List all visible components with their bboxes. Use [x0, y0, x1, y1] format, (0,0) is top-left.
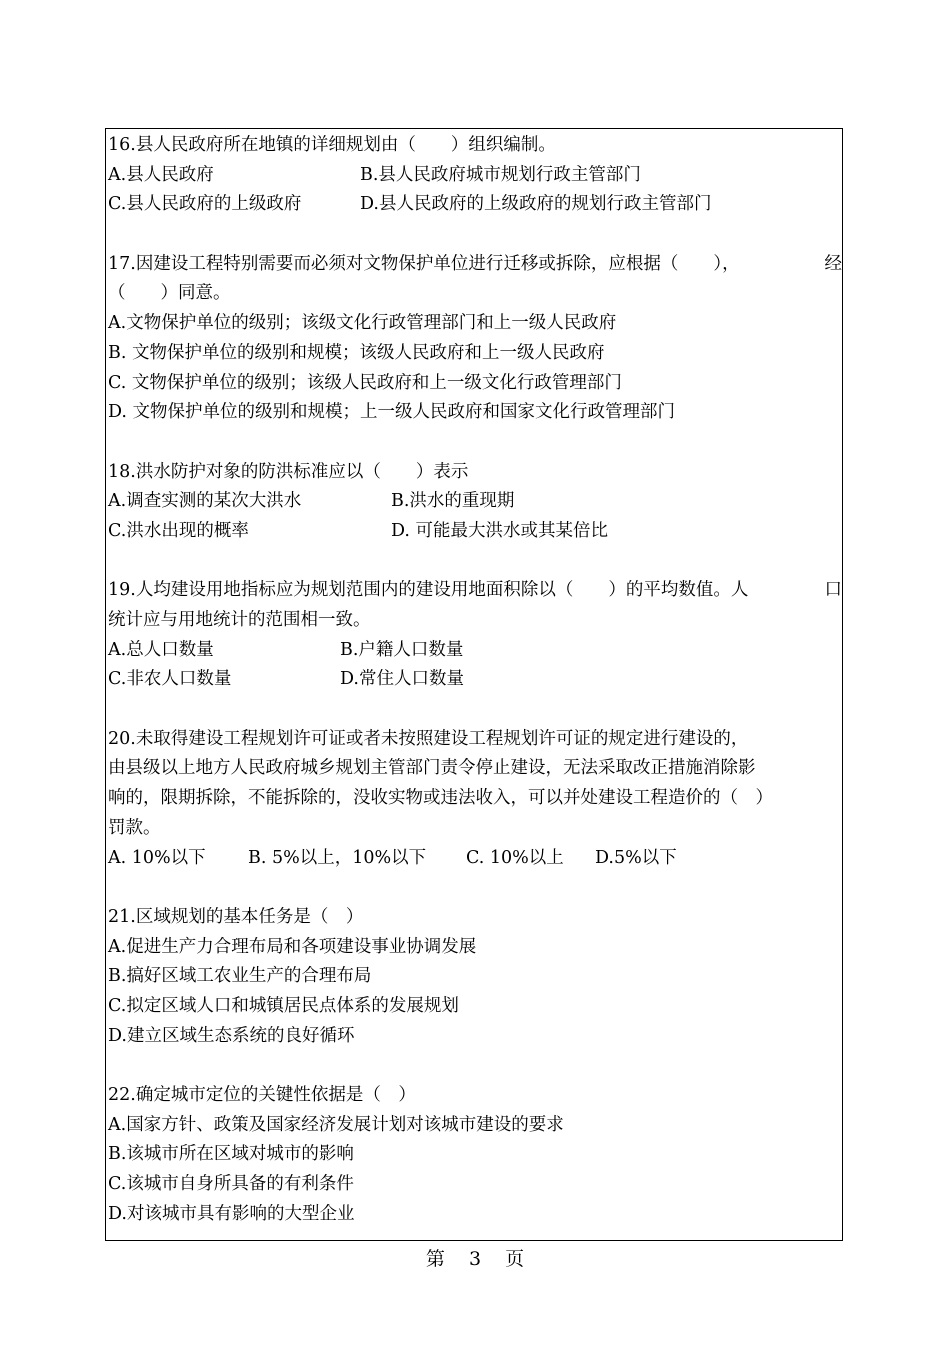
q17-stem-end: 经 — [824, 253, 842, 274]
q19-stem-line-2: 统计应与用地统计的范围相一致。 — [108, 610, 371, 630]
q16-options-row-2 — [108, 190, 842, 220]
q18-option-c: C.洪水出现的概率 — [108, 520, 249, 541]
q18-option-d: D. 可能最大洪水或其某倍比 — [391, 520, 609, 541]
q19-stem-line-1 — [108, 576, 842, 606]
q22-stem: 22.确定城市定位的关键性依据是（ ） — [108, 1085, 416, 1105]
q19-stem-main: 19.人均建设用地指标应为规划范围内的建设用地面积除以（ ）的平均数值。人 — [108, 580, 749, 601]
q17-stem-line-2: （ ）同意。 — [108, 283, 231, 304]
q17-stem-main: 17.因建设工程特别需要而必须对文物保护单位进行迁移或拆除，应根据（ ）， — [108, 253, 740, 274]
q20-stem-line-4: 罚款。 — [108, 817, 161, 838]
q19-option-d: D.常住人口数量 — [340, 669, 464, 690]
q22-option-c: C.该城市自身所具备的有利条件 — [108, 1174, 354, 1195]
q20-option-b: B. 5%以上，10%以下 — [248, 847, 427, 868]
q18-options-row-2 — [108, 517, 842, 547]
q17-option-b: B. 文物保护单位的级别和规模；该级人民政府和上一级人民政府 — [108, 342, 605, 363]
q18-options-row-1 — [108, 487, 842, 517]
q21-option-b: B.搞好区域工农业生产的合理布局 — [108, 966, 372, 987]
q17-option-c: C. 文物保护单位的级别；该级人民政府和上一级文化行政管理部门 — [108, 372, 622, 393]
q20-stem-line-1: 20.未取得建设工程规划许可证或者未按照建设工程规划许可证的规定进行建设的， — [108, 728, 749, 749]
q18-option-b: B.洪水的重现期 — [391, 491, 515, 512]
q19-stem-end: 口 — [824, 580, 842, 601]
q19-option-a: A.总人口数量 — [108, 639, 214, 660]
q20-options-row — [108, 844, 842, 874]
q18-stem: 18.洪水防护对象的防洪标准应以（ ）表示 — [108, 461, 469, 482]
q16-options-row-1 — [108, 161, 842, 191]
q16-stem: 16.县人民政府所在地镇的详细规划由（ ）组织编制。 — [108, 135, 556, 155]
q17-option-d: D. 文物保护单位的级别和规模；上一级人民政府和国家文化行政管理部门 — [108, 402, 676, 423]
q20-option-d: D.5%以下 — [595, 847, 677, 868]
q21-option-c: C.拟定区域人口和城镇居民点体系的发展规划 — [108, 995, 459, 1016]
q20-option-a: A. 10%以下 — [108, 847, 206, 868]
q19-option-c: C.非农人口数量 — [108, 669, 232, 690]
q22-option-b: B.该城市所在区域对城市的影响 — [108, 1144, 354, 1165]
q20-stem-line-3: 响的，限期拆除，不能拆除的，没收实物或违法收入，可以并处建设工程造价的（ ） — [108, 788, 773, 809]
q21-stem: 21.区域规划的基本任务是（ ） — [108, 906, 364, 927]
q21-option-d: D.建立区域生态系统的良好循环 — [108, 1025, 355, 1046]
page-footer-prefix: 第 — [425, 1248, 445, 1270]
q17-option-a: A.文物保护单位的级别；该级文化行政管理部门和上一级人民政府 — [108, 313, 617, 334]
q21-option-a: A.促进生产力合理布局和各项建设事业协调发展 — [108, 936, 477, 957]
q22-option-a: A.国家方针、政策及国家经济发展计划对该城市建设的要求 — [108, 1114, 564, 1135]
q19-options-row-1 — [108, 636, 842, 666]
q16-option-a: A.县人民政府 — [108, 164, 214, 185]
q18-option-a: A.调查实测的某次大洪水 — [108, 491, 302, 512]
page-footer — [0, 1245, 950, 1273]
q16-option-b: B.县人民政府城市规划行政主管部门 — [360, 164, 641, 185]
q20-option-c: C. 10%以上 — [466, 847, 564, 868]
q17-stem-line-1 — [108, 250, 842, 280]
q19-option-b: B.户籍人口数量 — [340, 639, 464, 660]
q16-option-d: D.县人民政府的上级政府的规划行政主管部门 — [360, 194, 712, 215]
q16-option-c: C.县人民政府的上级政府 — [108, 194, 302, 215]
page-footer-suffix: 页 — [505, 1248, 525, 1270]
q22-option-d: D.对该城市具有影响的大型企业 — [108, 1203, 355, 1224]
question-list — [108, 131, 842, 1229]
q20-stem-line-2: 由县级以上地方人民政府城乡规划主管部门责令停止建设，无法采取改正措施消除影 — [108, 758, 756, 779]
page-number: 3 — [468, 1248, 482, 1270]
q19-options-row-2 — [108, 665, 842, 695]
